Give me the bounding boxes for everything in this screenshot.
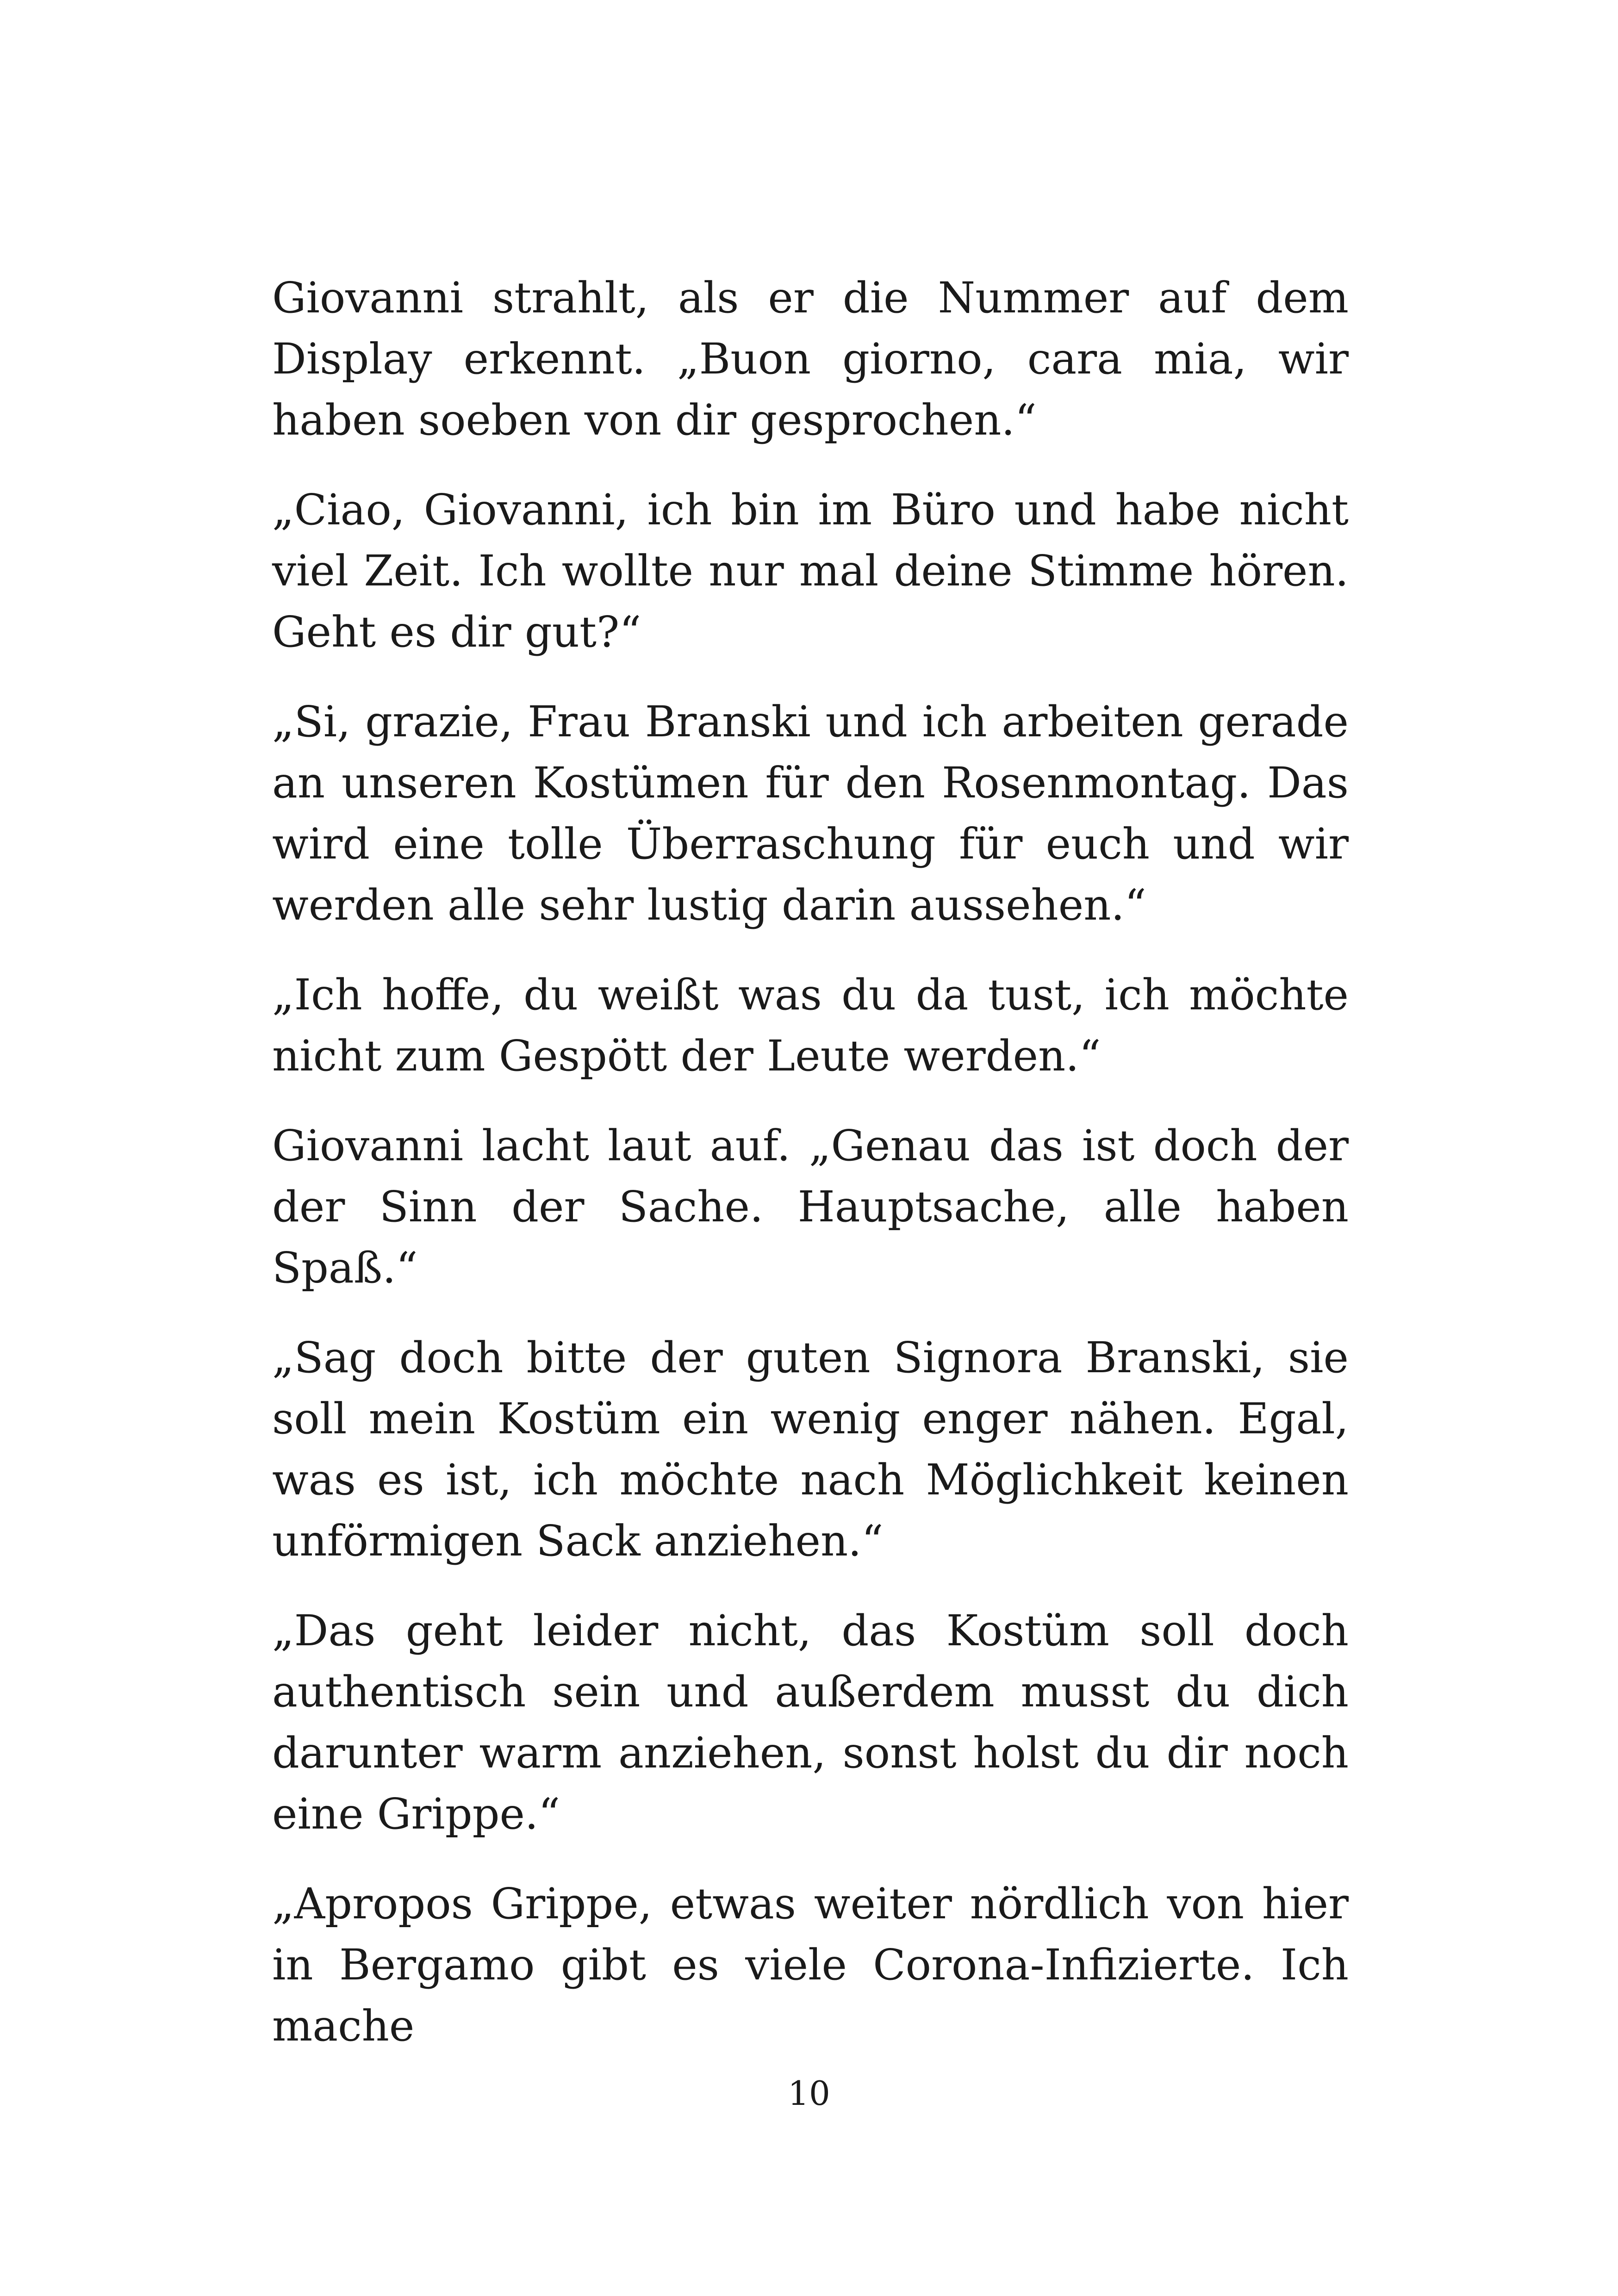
body-text (272, 268, 1349, 2057)
paragraph: „Ich hoffe, du weißt was du da tust, ich möchte nicht zum Gespött der Leute werden.“ (272, 970, 1349, 1081)
paragraph: „Si, grazie, Frau Branski und ich arbeiten gerade an unseren Kostümen für den Rosenmontag. Das wird eine tolle Überraschung für euch und wir werden alle sehr lustig darin aussehen.“ (272, 697, 1349, 930)
paragraph: „Apropos Grippe, etwas weiter nördlich von hier in Bergamo gibt es viele Corona-Infizierte. Ich mache (272, 1879, 1349, 2051)
paragraph: Giovanni strahlt, als er die Nummer auf dem Display erkennt. „Buon giorno, cara mia, wir haben soeben von dir gesprochen.“ (272, 273, 1349, 445)
paragraph: „Sag doch bitte der guten Signora Branski, sie soll mein Kostüm ein wenig enger nähen. Egal, was es ist, ich möchte nach Möglichkeit keinen unförmigen Sack anziehen.“ (272, 1333, 1349, 1566)
page-number: 10 (788, 2074, 830, 2113)
paragraph: „Ciao, Giovanni, ich bin im Büro und habe nicht viel Zeit. Ich wollte nur mal deine Stimme hören. Geht es dir gut?“ (272, 485, 1349, 657)
paragraph: Giovanni lacht laut auf. „Genau das ist doch der der Sinn der Sache. Hauptsache, alle haben Spaß.“ (272, 1121, 1349, 1293)
paragraph: „Das geht leider nicht, das Kostüm soll doch authentisch sein und außerdem musst du dich darunter warm anziehen, sonst holst du dir noch eine Grippe.“ (272, 1606, 1349, 1839)
